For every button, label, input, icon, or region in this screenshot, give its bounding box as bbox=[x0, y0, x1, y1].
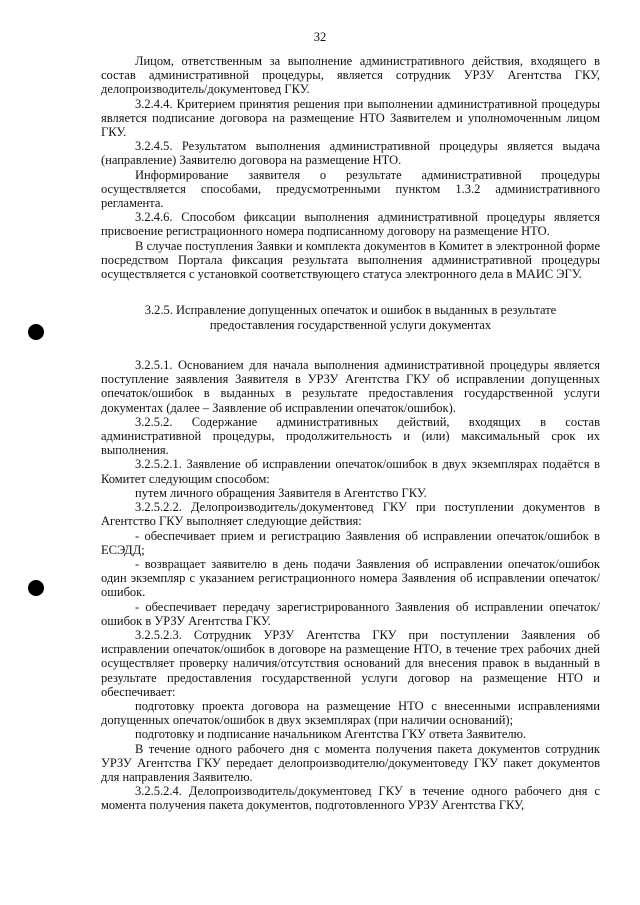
list-item: - обеспечивает передачу зарегистрированного Заявления об исправлении опечаток/ошибок в УРЗУ Агентства ГКУ. bbox=[101, 599, 600, 628]
paragraph: 3.2.4.5. Результатом выполнения административной процедуры является выдача (направление) Заявителю договора на размещение НТО. bbox=[101, 139, 600, 168]
paragraph: В течение одного рабочего дня с момента получения пакета документов сотрудник УРЗУ Агентства ГКУ передает делопроизводителю/документоведу ГКУ пакет документов для направления Заявителю. bbox=[101, 741, 600, 784]
punch-hole-mark bbox=[28, 324, 44, 340]
paragraph: Информирование заявителя о результате административной процедуры осуществляется способами, предусмотренными пунктом 1.3.2 административного регламента. bbox=[101, 167, 600, 211]
section-heading bbox=[101, 303, 600, 332]
section-heading-line: 3.2.5. Исправление допущенных опечаток и ошибок в выданных в результате bbox=[144, 303, 557, 318]
paragraph: 3.2.4.6. Способом фиксации выполнения административной процедуры является присвоение регистрационного номера подписанному договору на размещение НТО. bbox=[101, 210, 600, 239]
paragraph: 3.2.5.2.4. Делопроизводитель/документовед ГКУ в течение одного рабочего дня с момента получения пакета документов, подготовленного УРЗУ Агентства ГКУ, bbox=[101, 784, 600, 813]
paragraph: В случае поступления Заявки и комплекта документов в Комитет в электронной форме посредством Портала фиксация результата выполнения административной процедуры осуществляется с установкой соответствующего статуса электронного дела в МАИС ЭГУ. bbox=[101, 238, 600, 282]
list-item: подготовку и подписание начальником Агентства ГКУ ответа Заявителю. bbox=[135, 727, 527, 742]
document-body bbox=[101, 54, 600, 813]
list-item: подготовку проекта договора на размещение НТО с внесенными исправлениями допущенных опечаток/ошибок в двух экземплярах (при наличии оснований); bbox=[101, 698, 600, 728]
list-item: - возвращает заявителю в день подачи Заявления об исправлении опечаток/ошибок один экземпляр с указанием регистрационного номера Заявления об исправлении опечаток/ошибок. bbox=[101, 556, 600, 600]
paragraph: путем личного обращения Заявителя в Агентство ГКУ. bbox=[135, 485, 427, 500]
paragraph: 3.2.5.2.2. Делопроизводитель/документовед ГКУ при поступлении документов в Агентство ГКУ выполняет следующие действия: bbox=[101, 500, 600, 529]
section-heading-line: предоставления государственной услуги документах bbox=[209, 317, 492, 332]
paragraph: Лицом, ответственным за выполнение административного действия, входящего в состав административной процедуры, является сотрудник УРЗУ Агентства ГКУ, делопроизводитель/документовед ГКУ. bbox=[101, 54, 600, 97]
paragraph: 3.2.4.4. Критерием принятия решения при выполнении административной процедуры является подписание договора на размещение НТО Заявителем и уполномоченным лицом ГКУ. bbox=[101, 96, 600, 140]
page-number: 32 bbox=[313, 30, 327, 44]
punch-hole-mark bbox=[28, 580, 44, 596]
paragraph: 3.2.5.2. Содержание административных действий, входящих в состав административной процедуры, продолжительность и (или) максимальный срок их выполнения. bbox=[101, 414, 600, 458]
list-item: - обеспечивает прием и регистрацию Заявления об исправлении опечаток/ошибок в ЕСЭДД; bbox=[101, 528, 600, 557]
paragraph: 3.2.5.1. Основанием для начала выполнения административной процедуры является поступление заявления Заявителя в УРЗУ Агентства ГКУ об исправлении допущенных опечаток/ошибок в выданных в результате предоставления государственной услуги документах (далее – Заявление об исправлении опечаток/ошибок). bbox=[101, 358, 600, 415]
paragraph: 3.2.5.2.1. Заявление об исправлении опечаток/ошибок в двух экземплярах подаётся в Комитет следующим способом: bbox=[101, 457, 600, 486]
paragraph: 3.2.5.2.3. Сотрудник УРЗУ Агентства ГКУ при поступлении Заявления об исправлении опечаток/ошибок в договоре на размещение НТО, в течение трех рабочих дней осуществляет проверку наличия/отсутствия оснований для внесения правок в выданный в результате предоставления государственной услуги договор на размещение НТО и обеспечивает: bbox=[101, 627, 600, 699]
